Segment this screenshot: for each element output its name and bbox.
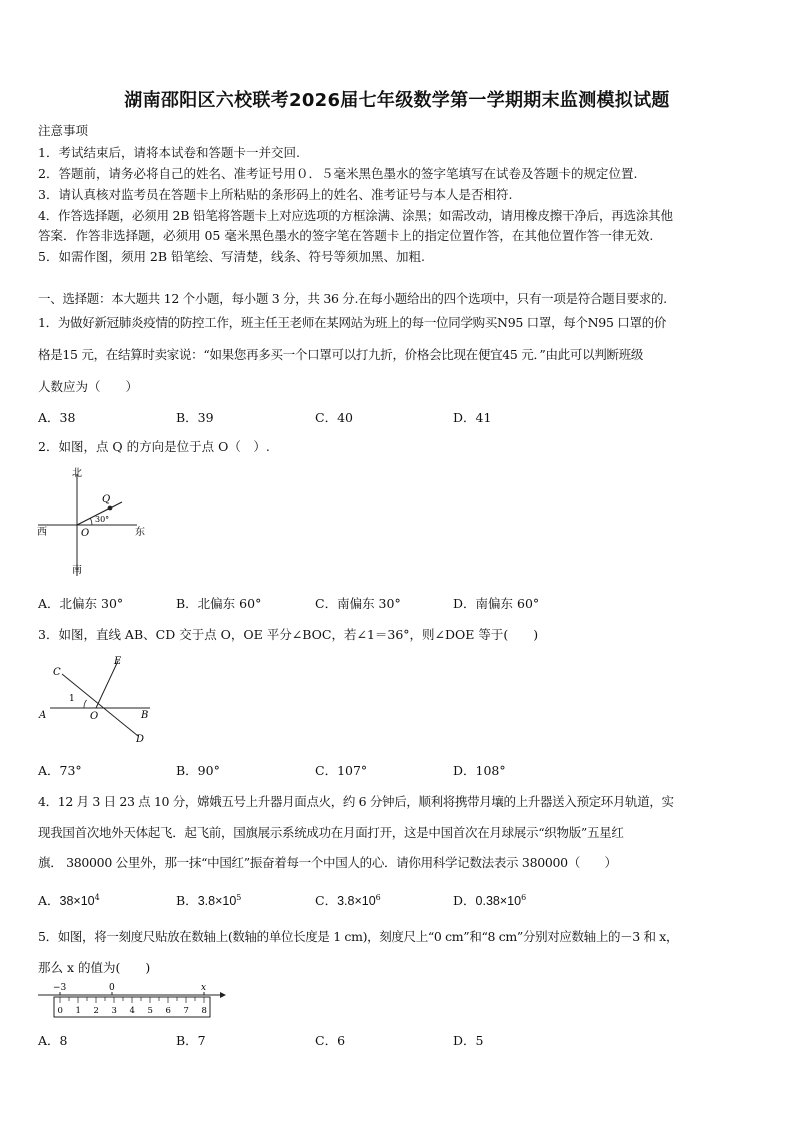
q3-option-d: D．108° (453, 763, 506, 778)
q3-option-a: A．73° (38, 763, 82, 778)
q5-option-b: B．7 (176, 1033, 206, 1048)
label-angle-1: 1 (69, 694, 75, 704)
point-q-dot (108, 506, 113, 511)
axis-label-x: x (201, 983, 207, 993)
label-angle: 30° (95, 515, 110, 524)
ruler-number: 2 (93, 1006, 99, 1016)
question-5-line: 那么 x 的值为( ) (38, 960, 151, 975)
question-2-stem: 2．如图，点 Q 的方向是位于点 O（ ）. (38, 439, 270, 454)
page-title: 湖南邵阳区六校联考2026届七年级数学第一学期期末监测模拟试题 (124, 90, 670, 111)
ruler-number: 7 (183, 1006, 189, 1016)
question-1-line: 格是15 元，在结算时卖家说：“如果您再多买一个口罩可以打九折，价格会比现在便宜45 元．”由此可以判断班级 (38, 347, 644, 362)
q4-option-b: B．$3.8\times 10^5$ (176, 892, 242, 908)
question-3-stem: 3．如图，直线 AB、CD 交于点 O，OE 平分∠BOC，若∠1＝36°，则∠DOE 等于( ) (38, 627, 539, 642)
label-d: D (136, 734, 145, 744)
question-5-line: 5．如图，将一刻度尺贴放在数轴上(数轴的单位长度是 1 cm)，刻度尺上“0 cm”和“8 cm”分别对应数轴上的－3 和 x， (38, 929, 679, 944)
q2-option-d: D．南偏东 60° (453, 596, 540, 611)
axis-label-neg3: −3 (53, 983, 67, 993)
label-west: 西 (37, 527, 47, 538)
label-a: A (39, 710, 47, 721)
q5-option-a: A．8 (38, 1033, 68, 1048)
notice-heading: 注意事项 (38, 123, 89, 138)
q3-option-c: C．107° (315, 763, 368, 778)
ruler-number: 6 (165, 1006, 171, 1016)
notice-item: 5．如需作图，须用 2B 铅笔绘、写清楚，线条、符号等须加黑、加粗. (38, 249, 426, 264)
q3-option-b: B．90° (176, 763, 220, 778)
lines-figure (34, 652, 164, 744)
label-q: Q (102, 494, 111, 505)
q2-option-c: C．南偏东 30° (315, 596, 401, 611)
q5-option-d: D．5 (453, 1033, 484, 1048)
q4-option-a: A．$38\times 10^4$ (38, 892, 100, 908)
question-4-line: 4．12 月 3 日 23 点 10 分，嫦娥五号上升器月面点火，约 6 分钟后，顺利将携带月壤的上升器送入预定环月轨道，实 (38, 794, 674, 809)
label-o: O (90, 711, 99, 722)
q4-option-c: C．$3.8\times 10^6$ (315, 892, 381, 908)
question-1-line: 人数应为（ ） (38, 379, 139, 394)
notice-item: 2．答题前，请务必将自己的姓名、准考证号用０．５毫米黑色墨水的签字笔填写在试卷及答题卡的规定位置. (38, 166, 638, 181)
q4-option-d: D．$0.38\times 10^6$ (453, 892, 527, 908)
notice-item: 4．作答选择题，必须用 2B 铅笔将答题卡上对应选项的方框涂满、涂黑；如需改动，请用橡皮擦干净后，再选涂其他 (38, 208, 673, 223)
q2-option-a: A．北偏东 30° (38, 596, 124, 611)
q1-option-c: C．40 (315, 410, 353, 425)
q1-option-a: A．38 (38, 410, 76, 425)
q1-option-b: B．39 (176, 410, 214, 425)
ruler-number: 5 (147, 1006, 153, 1016)
compass-figure (34, 462, 154, 582)
notice-item: 3．请认真核对监考员在答题卡上所粘贴的条形码上的姓名、准考证号与本人是否相符. (38, 187, 513, 202)
ruler-number: 3 (111, 1006, 117, 1016)
label-c: C (53, 667, 61, 678)
label-e: E (114, 656, 122, 667)
ruler-number: 0 (57, 1006, 63, 1016)
q2-option-b: B．北偏东 60° (176, 596, 262, 611)
label-east: 东 (135, 527, 145, 538)
axis-label-0: 0 (109, 983, 115, 993)
ruler-number: 1 (75, 1006, 81, 1016)
section-heading: 一、选择题：本大题共 12 个小题，每小题 3 分，共 36 分.在每小题给出的四个选项中，只有一项是符合题目要求的. (38, 291, 667, 306)
ruler-figure (34, 980, 230, 1024)
label-b: B (141, 710, 149, 721)
question-1-line: 1．为做好新冠肺炎疫情的防控工作，班主任王老师在某网站为班上的每一位同学购买N95 口罩，每个N95 口罩的价 (38, 315, 667, 330)
label-north: 北 (72, 468, 82, 479)
ruler-number: 4 (129, 1006, 135, 1016)
question-4-line: 旗． 380000 公里外，那一抹“中国红”振奋着每一个中国人的心．请你用科学记数法表示 380000（ ） (38, 855, 617, 870)
q1-option-d: D．41 (453, 410, 492, 425)
q5-option-c: C．6 (315, 1033, 346, 1048)
notice-item: 答案．作答非选择题，必须用 05 毫米黑色墨水的签字笔在答题卡上的指定位置作答，在其他位置作答一律无效. (38, 228, 654, 243)
ruler-number: 8 (201, 1006, 207, 1016)
notice-item: 1．考试结束后，请将本试卷和答题卡一并交回. (38, 145, 300, 160)
label-south: 南 (72, 565, 82, 576)
question-4-line: 现我国首次地外天体起飞．起飞前，国旗展示系统成功在月面打开，这是中国首次在月球展示“织物版”五星红 (38, 825, 624, 840)
label-origin: O (81, 528, 90, 539)
